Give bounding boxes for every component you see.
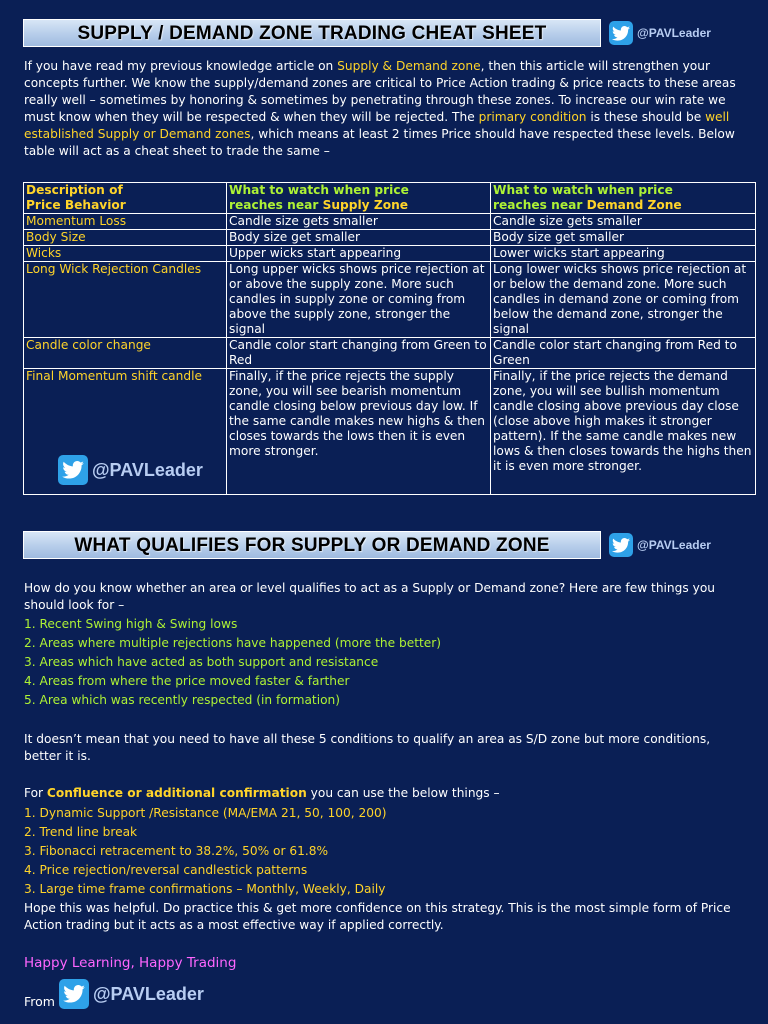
table-cell: Candle size gets smaller [227,214,491,230]
intro-text-4: , which means at least 2 times Price should have respected these levels. Below table will act as a cheat sheet to trade the same – [24,127,735,158]
signoff-text: Happy Learning, Happy Trading [24,955,237,971]
from-label: From [24,994,55,1009]
header-banner [23,19,601,47]
conditions-note: It doesn’t mean that you need to have all these 5 conditions to qualify an area as S/D zone but more conditions, better it is. [24,732,711,763]
table-cell: Candle color start changing from Green to Red [227,338,491,369]
intro-text-1: If you have read my previous knowledge article on [24,59,338,73]
table-cell: Finally, if the price rejects the demand zone, you will see bullish momentum candle closing above previous day close (close above high makes it stronger pattern). If the same candle makes new lows & then closes towards the highs then it is even more stronger. [491,369,756,495]
qualify-intro: How do you know whether an area or level qualifies to act as a Supply or Demand zone? Here are few things you should look for – [24,581,716,612]
header-description [24,183,227,214]
list-item: 2. Trend line break [24,825,138,839]
header-supply-em: Supply Zone [322,198,409,212]
twitter-bird-icon [609,21,633,45]
table-cell: Finally, if the price rejects the supply zone, you will see bearish momentum candle closing below previous day low. If the same candle makes new highs & then closes towards the lows then it is even more stronger. [227,369,491,495]
table-cell: Lower wicks start appearing [491,246,756,262]
header-supply-zone [227,183,491,214]
list-item: 1. Dynamic Support /Resistance (MA/EMA 21, 50, 100, 200) [24,806,387,820]
twitter-handle-badge[interactable] [609,21,711,45]
intro-text-2: , then this article will strengthen your concepts further. We know the supply/demand zones are critical to Price Action trading & price reacts to these areas really well – sometimes by honoring & sometimes by penetrating through these zones. To increase our win rate we must know when they will be respected & when they will be rejected. The [24,59,736,124]
table-cell: Body Size [24,230,227,246]
table-row [24,262,756,338]
table-cell [24,369,227,495]
twitter-bird-icon [58,455,88,485]
confluence-pre: For [24,786,47,800]
table-header-row [24,183,756,214]
list-item: 1. Recent Swing high & Swing lows [24,617,238,631]
confluence-list [24,804,736,899]
header-description-text: Description of Price Behavior [26,183,126,212]
table-cell: Candle size gets smaller [491,214,756,230]
supply-demand-article-link[interactable]: Supply & Demand zone [337,59,481,73]
section-banner [23,531,601,559]
header-demand-zone [491,183,756,214]
header-demand-em: Demand Zone [586,198,682,212]
table-row [24,246,756,262]
twitter-bird-icon [609,533,633,557]
table-twitter-badge[interactable] [58,455,203,485]
confluence-intro [24,785,736,802]
intro-paragraph [24,58,736,160]
header-demand-text: What to watch when price reaches near [493,183,673,212]
section-title: WHAT QUALIFIES FOR SUPPLY OR DEMAND ZONE [74,535,550,556]
intro-text-3: is these should be [586,110,706,124]
twitter-handle: @PAVLeader [637,26,711,40]
twitter-handle: @PAVLeader [92,459,203,480]
table-cell: Candle color change [24,338,227,369]
table-cell: Candle color start changing from Red to Green [491,338,756,369]
from-twitter-badge[interactable] [59,979,204,1009]
table-row [24,369,756,495]
table-cell: Body size get smaller [491,230,756,246]
closing-paragraph: Hope this was helpful. Do practice this & get more confidence on this strategy. This is the most simple form of Price Action trading but it acts as a most effective way if applied correctly. [24,901,731,932]
twitter-bird-icon [59,979,89,1009]
table-row [24,230,756,246]
table-cell: Long Wick Rejection Candles [24,262,227,338]
table-cell-text: Final Momentum shift candle [26,369,202,383]
table-row [24,214,756,230]
primary-condition-highlight: primary condition [478,110,587,124]
confluence-post: you can use the below things – [306,786,500,800]
table-cell: Wicks [24,246,227,262]
established-zones-highlight: well established Supply or Demand zones [24,110,730,141]
list-item: 5. Area which was recently respected (in formation) [24,693,341,707]
list-item: 3. Large time frame confirmations – Monthly, Weekly, Daily [24,882,386,896]
confluence-bold: Confluence or additional confirmation [46,786,307,800]
twitter-handle: @PAVLeader [637,538,711,552]
header-supply-text: What to watch when price reaches near [229,183,409,212]
list-item: 3. Fibonacci retracement to 38.2%, 50% or 61.8% [24,844,329,858]
qualify-list [24,615,736,710]
list-item: 3. Areas which have acted as both support and resistance [24,655,379,669]
table-cell: Momentum Loss [24,214,227,230]
table-cell: Body size get smaller [227,230,491,246]
table-cell: Long lower wicks shows price rejection at or below the demand zone. More such candles in demand zone or coming from below the demand zone, stronger the signal [491,262,756,338]
list-item: 2. Areas where multiple rejections have happened (more the better) [24,636,442,650]
list-item: 4. Areas from where the price moved faster & farther [24,674,350,688]
page-title: SUPPLY / DEMAND ZONE TRADING CHEAT SHEET [77,23,547,44]
cheat-sheet-table [23,182,756,495]
table-cell: Long upper wicks shows price rejection at or above the supply zone. More such candles in supply zone or coming from above the supply zone, stronger the signal [227,262,491,338]
list-item: 4. Price rejection/reversal candlestick patterns [24,863,308,877]
table-row [24,338,756,369]
twitter-handle: @PAVLeader [93,983,204,1004]
twitter-handle-badge[interactable] [609,533,711,557]
table-cell: Upper wicks start appearing [227,246,491,262]
